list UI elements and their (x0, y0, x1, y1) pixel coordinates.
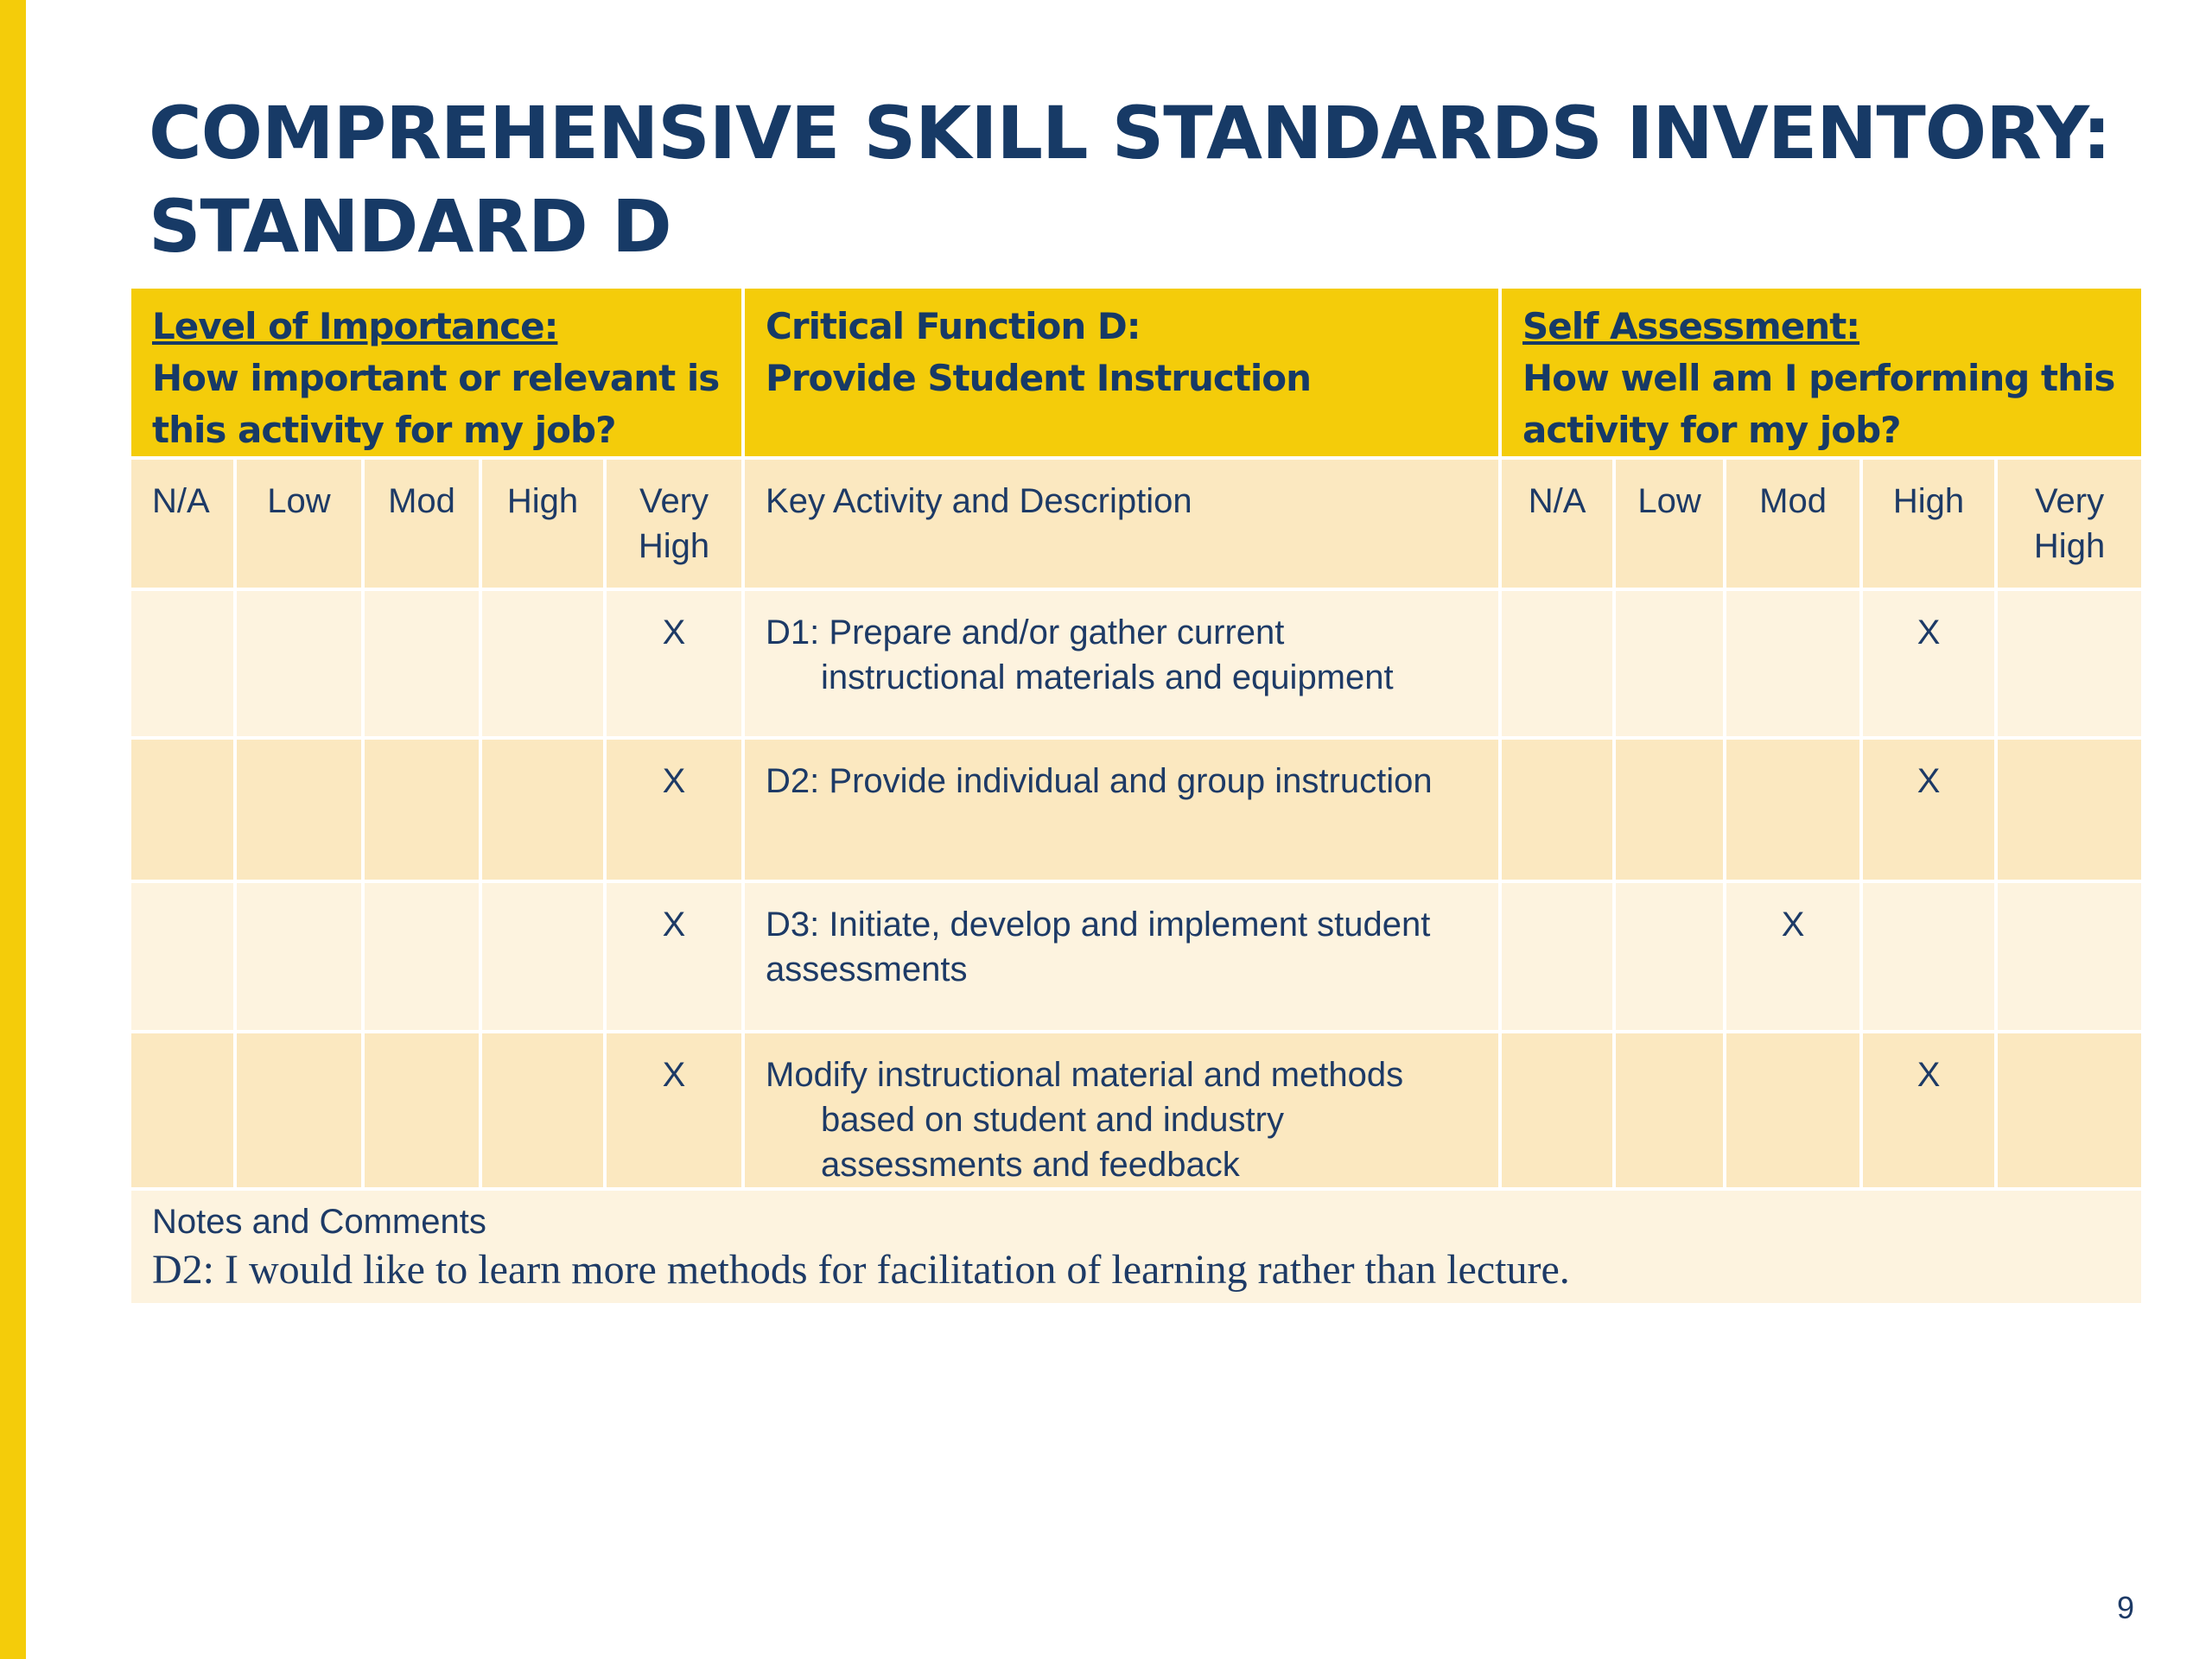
column-header-importance-high: High (480, 458, 605, 589)
activity-description-line: instructional materials and equipment (821, 658, 1394, 696)
importance-low-cell (235, 1032, 363, 1189)
activity-description (743, 1032, 1500, 1189)
importance-low-cell (235, 738, 363, 881)
column-header-assessment-mod: Mod (1725, 458, 1861, 589)
column-header-assessment-very-high (1996, 458, 2143, 589)
importance-na-cell (130, 1032, 235, 1189)
importance-low-cell (235, 881, 363, 1032)
importance-very-high-cell: X (605, 881, 743, 1032)
activity-description (743, 881, 1500, 1032)
activity-description-line: based on student and industry (821, 1101, 1284, 1139)
column-header-importance-na: N/A (130, 458, 235, 589)
page-title-line-2: STANDARD D (149, 184, 671, 269)
importance-question-line-2: this activity for my job? (152, 409, 616, 451)
table-row (130, 738, 2143, 881)
skill-inventory-table (128, 285, 2145, 1306)
critical-function-heading: Critical Function D: (766, 305, 1141, 347)
assessment-mod-cell (1725, 1032, 1861, 1189)
notes-cell (130, 1189, 2143, 1305)
column-header-row (130, 458, 2143, 589)
assessment-low-cell (1614, 1032, 1725, 1189)
importance-mod-cell (363, 738, 480, 881)
notes-row (130, 1189, 2143, 1305)
importance-na-cell (130, 589, 235, 738)
activity-description-line: Modify instructional material and methods (766, 1056, 1404, 1094)
importance-high-cell (480, 738, 605, 881)
assessment-na-cell (1500, 1032, 1614, 1189)
very-label: Very (639, 482, 709, 520)
activity-description-line: D2: Provide individual and group instruction (766, 762, 1433, 800)
activity-description-line: assessments (766, 950, 968, 988)
assessment-high-cell (1861, 881, 1996, 1032)
column-header-assessment-high: High (1861, 458, 1996, 589)
importance-mod-cell (363, 1032, 480, 1189)
self-assessment-header (1500, 287, 2143, 458)
high-label: High (2033, 527, 2106, 565)
accent-bar (0, 0, 26, 1659)
critical-function-name: Provide Student Instruction (766, 357, 1312, 399)
importance-high-cell (480, 881, 605, 1032)
importance-high-cell (480, 1032, 605, 1189)
assessment-na-cell (1500, 589, 1614, 738)
assessment-na-cell (1500, 881, 1614, 1032)
assessment-mod-cell: X (1725, 881, 1861, 1032)
critical-function-header (743, 287, 1500, 458)
table-row (130, 1032, 2143, 1189)
notes-text: D2: I would like to learn more methods for facilitation of learning rather than lecture. (152, 1247, 1570, 1293)
very-label: Very (2035, 482, 2105, 520)
page-title (149, 86, 2136, 273)
column-header-activity: Key Activity and Description (743, 458, 1500, 589)
importance-very-high-cell: X (605, 738, 743, 881)
importance-header (130, 287, 743, 458)
column-header-importance-low: Low (235, 458, 363, 589)
column-header-importance-very-high (605, 458, 743, 589)
self-assessment-heading: Self Assessment: (1522, 305, 1860, 347)
column-header-importance-mod: Mod (363, 458, 480, 589)
page-number: 9 (2116, 1590, 2134, 1625)
column-header-assessment-na: N/A (1500, 458, 1614, 589)
importance-question-line-1: How important or relevant is (152, 357, 720, 399)
assessment-high-cell: X (1861, 738, 1996, 881)
importance-mod-cell (363, 881, 480, 1032)
assessment-low-cell (1614, 589, 1725, 738)
self-assessment-question-line-2: activity for my job? (1522, 409, 1901, 451)
importance-very-high-cell: X (605, 589, 743, 738)
activity-description (743, 738, 1500, 881)
assessment-na-cell (1500, 738, 1614, 881)
table-row (130, 589, 2143, 738)
assessment-very-high-cell (1996, 1032, 2143, 1189)
importance-na-cell (130, 881, 235, 1032)
importance-heading: Level of Importance: (152, 305, 558, 347)
column-header-assessment-low: Low (1614, 458, 1725, 589)
importance-low-cell (235, 589, 363, 738)
assessment-very-high-cell (1996, 738, 2143, 881)
assessment-mod-cell (1725, 589, 1861, 738)
table-row (130, 881, 2143, 1032)
self-assessment-question-line-1: How well am I performing this (1522, 357, 2115, 399)
importance-very-high-cell: X (605, 1032, 743, 1189)
notes-label: Notes and Comments (152, 1203, 486, 1241)
importance-na-cell (130, 738, 235, 881)
assessment-mod-cell (1725, 738, 1861, 881)
activity-description (743, 589, 1500, 738)
high-label: High (638, 527, 710, 565)
activity-description-line: D3: Initiate, develop and implement student (766, 906, 1431, 944)
page-title-line-1: COMPREHENSIVE SKILL STANDARDS INVENTORY: (149, 91, 2111, 175)
assessment-low-cell (1614, 738, 1725, 881)
assessment-low-cell (1614, 881, 1725, 1032)
assessment-high-cell: X (1861, 1032, 1996, 1189)
assessment-high-cell: X (1861, 589, 1996, 738)
section-header-row (130, 287, 2143, 458)
activity-description-line: D1: Prepare and/or gather current (766, 613, 1285, 652)
assessment-very-high-cell (1996, 589, 2143, 738)
importance-high-cell (480, 589, 605, 738)
importance-mod-cell (363, 589, 480, 738)
assessment-very-high-cell (1996, 881, 2143, 1032)
activity-description-line: assessments and feedback (821, 1146, 1240, 1184)
